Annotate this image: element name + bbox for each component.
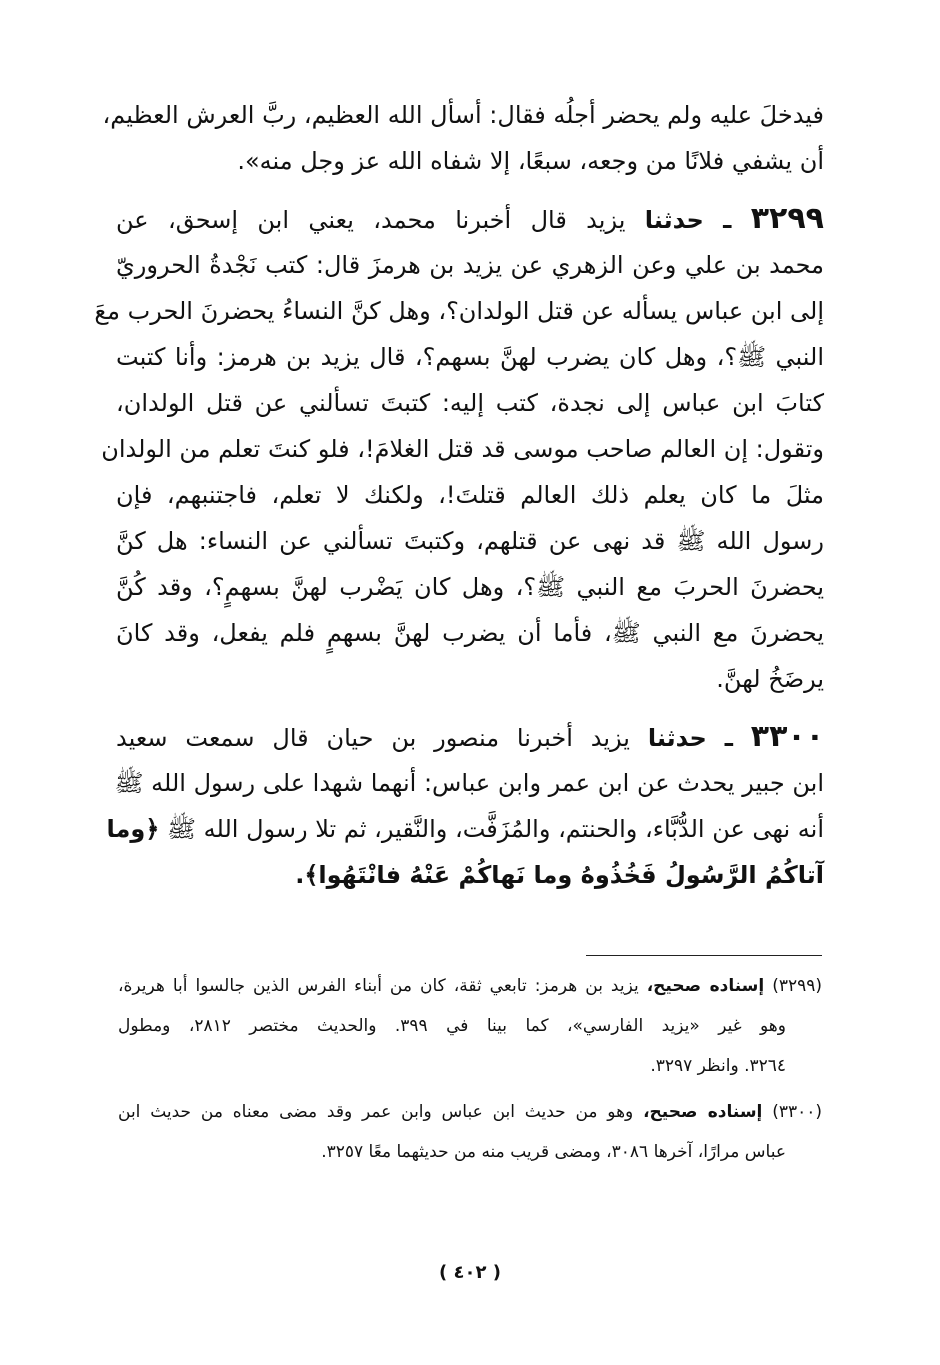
quran-quote-start: ﴿وما xyxy=(106,815,160,843)
text-line: رسول الله ﷺ قد نهى عن قتلهم، وكتبتَ تسألني عن النساء: هل كنَّ xyxy=(116,527,824,555)
footnote-grading: إسناده صحيح، xyxy=(646,976,765,996)
footnote-line: وهو غير «يزيد الفارسي»، كما بينا في ٣٩٩. والحديث مختصر ٢٨١٢، ومطول xyxy=(118,1016,786,1036)
footnote-grading: إسناده صحيح، xyxy=(643,1102,763,1122)
text-line: محمد بن علي وعن الزهري عن يزيد بن هرمزَ قال: كتب نَجْدةُ الحروريّ xyxy=(116,251,824,279)
text-line: أن يشفي فلانًا من وجعه، سبعًا، إلا شفاه الله عز وجل منه». xyxy=(237,147,824,175)
hadith-3300-first-line xyxy=(116,714,824,760)
quran-quote: آتاكُمُ الرَّسُولُ فَخُذُوهُ وما نَهاكُمْ عَنْهُ فانْتَهُوا﴾. xyxy=(295,861,824,889)
footnote-divider xyxy=(586,955,822,956)
footnotes xyxy=(118,966,822,1172)
haddathana-label: حدثنا xyxy=(644,206,704,234)
hadith-3299-first-line xyxy=(116,196,824,242)
text-line: كتابَ ابن عباس إلى نجدة، كتب إليه: كتبتَ تسألني عن قتل الولدان، xyxy=(116,389,824,417)
text-line: ابن جبير يحدث عن ابن عمر وابن عباس: أنهما شهدا على رسول الله ﷺ xyxy=(114,769,824,797)
footnote-line: عباس مرارًا، آخرها ٣٠٨٦، ومضى قريب منه من حديثهما معًا ٣٢٥٧. xyxy=(321,1142,786,1162)
hadith-number: ٣٢٩٩ xyxy=(750,201,824,236)
text-line: يحضرنَ مع النبي ﷺ، فأما أن يضرب لهنَّ بسهمٍ فلم يفعل، وقد كانَ xyxy=(116,619,824,647)
text-fragment: يزيد أخبرنا منصور بن حيان قال سمعت سعيد xyxy=(116,724,630,752)
footnote-text: يزيد بن هرمز: تابعي ثقة، كان من أبناء الفرس الذين جالسوا أبا هريرة، xyxy=(118,976,639,996)
text-line: يرضَخُ لهنَّ. xyxy=(716,665,824,693)
hadith-number: ٣٣٠٠ xyxy=(750,719,825,754)
text-line: النبي ﷺ؟، وهل كان يضرب لهنَّ بسهم؟، قال يزيد بن هرمز: وأنا كتبت xyxy=(116,343,824,371)
text-line xyxy=(106,806,824,852)
main-text xyxy=(94,92,825,898)
page-number: ( ٤٠٢ ) xyxy=(439,1262,501,1283)
haddathana-label: حدثنا xyxy=(647,724,707,752)
text-line: وتقول: إن العالم صاحب موسى قد قتل الغلامَ!، فلو كنتَ تعلم من الولدان xyxy=(101,435,824,463)
footnote-line: ٣٢٦٤. وانظر ٣٢٩٧. xyxy=(650,1056,786,1076)
footnote-3300-first-line xyxy=(118,1092,822,1132)
text-fragment: يزيد قال أخبرنا محمد، يعني ابن إسحق، عن xyxy=(116,206,626,234)
footnote-3299-first-line xyxy=(118,966,822,1006)
dash: ـ xyxy=(724,724,733,752)
footnote-number: (٣٣٠٠) xyxy=(772,1102,822,1122)
text-line: يحضرنَ الحربَ مع النبي ﷺ؟، وهل كان يَضْرب لهنَّ بسهمٍ؟، وقد كُنَّ xyxy=(116,573,824,601)
footnote-number: (٣٢٩٩) xyxy=(772,976,823,996)
text-line: مثلَ ما كان يعلم ذلك العالم قتلتَ!، ولكنك لا تعلم، فاجتنبهم، فإن xyxy=(116,481,824,509)
dash: ـ xyxy=(723,206,732,234)
footnote-text: وهو من حديث ابن عباس وابن عمر وقد مضى معناه من حديث ابن xyxy=(118,1102,634,1122)
text-line: فيدخلَ عليه ولم يحضر أجلُه فقال: أسأل الله العظيم، ربَّ العرش العظيم، xyxy=(102,101,824,129)
text-line: إلى ابن عباس يسأله عن قتل الولدان؟، وهل كنَّ النساءُ يحضرنَ الحرب معَ xyxy=(94,297,824,325)
text-fragment: أنه نهى عن الدُّبَّاء، والحنتم، والمُزَفَّت، والنَّقير، ثم تلا رسول الله ﷺ xyxy=(167,815,824,843)
